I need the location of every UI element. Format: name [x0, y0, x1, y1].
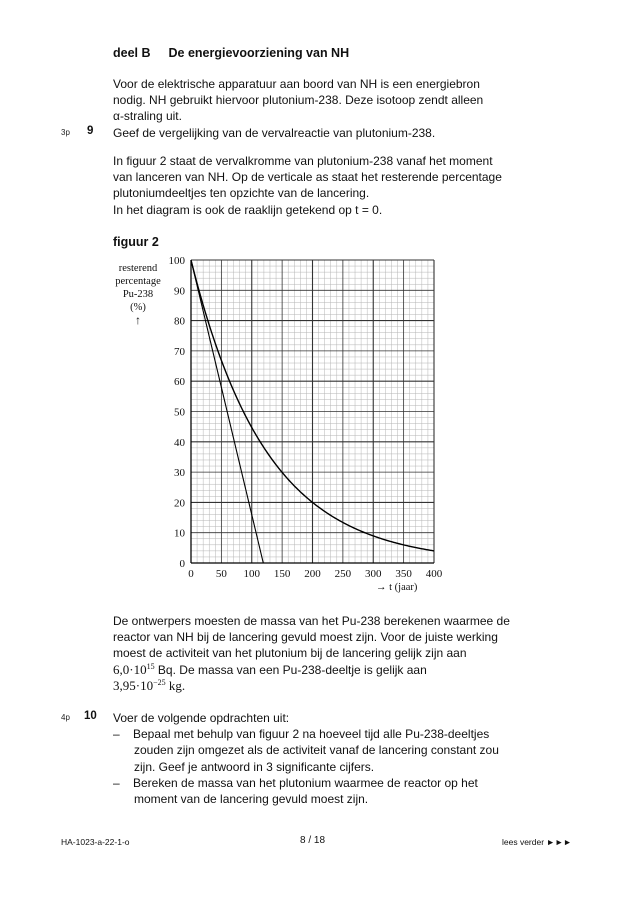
activity-exponent: 15 — [146, 661, 155, 671]
item-2-line: Bereken de massa van het plutonium waarmee de reactor op het — [133, 775, 478, 790]
x-tick-label: 200 — [304, 568, 321, 580]
activity-line — [113, 662, 573, 678]
item-2-line: moment van de lancering gevuld moest zijn. — [134, 792, 369, 807]
y-tick-label: 70 — [174, 345, 185, 358]
question-10-points: 4p — [61, 713, 70, 722]
mass-exponent: −25 — [153, 677, 166, 687]
intro-paragraph — [113, 76, 573, 125]
x-tick-label: 300 — [365, 568, 382, 580]
intro-line: Voor de elektrische apparatuur aan boord van NH is een energiebron — [113, 77, 480, 91]
footer-page: 8 / 18 — [300, 835, 326, 846]
y-tick-label: 50 — [174, 406, 185, 419]
y-tick-label: 80 — [174, 315, 185, 328]
figure-label: figuur 2 — [113, 235, 159, 249]
activity-unit: Bq. De massa van een Pu-238-deeltje is gelijk aan — [154, 662, 427, 677]
y-tick-label: 10 — [174, 527, 185, 540]
item-1-line: zouden zijn omgezet als de activiteit vanaf de lancering constant zou — [134, 743, 499, 758]
y-axis-label-line: (%) — [130, 302, 146, 313]
activity-line: moest de activiteit van het plutonium bij de lancering gelijk zijn aan — [113, 646, 467, 661]
activity-line: De ontwerpers moesten de massa van het Pu-238 berekenen waarmee de — [113, 614, 510, 628]
x-tick-label: 0 — [188, 568, 194, 580]
y-tick-label: 90 — [174, 285, 185, 298]
question-10-number: 10 — [84, 710, 97, 722]
y-tick-label: 60 — [174, 376, 185, 389]
figure-description — [113, 153, 573, 218]
y-tick-label: 100 — [168, 255, 185, 267]
section-heading — [113, 46, 349, 60]
question-10-intro: Voer de volgende opdrachten uit: — [113, 711, 290, 725]
intro-line: α-straling uit. — [113, 109, 182, 124]
bullet: – — [113, 775, 120, 790]
x-tick-label: 150 — [273, 568, 291, 580]
x-tick-label: 350 — [395, 568, 412, 580]
question-9-line: Geef de vergelijking van de vervalreactie van plutonium-238. — [113, 126, 436, 140]
x-axis-label: → t (jaar) — [376, 582, 418, 593]
y-axis-arrow: ↑ — [135, 313, 141, 327]
x-tick-label: 50 — [215, 568, 227, 580]
question-10-item-2 — [113, 775, 573, 791]
footer-next: lees verder ►►► — [502, 837, 572, 847]
x-tick-label: 400 — [425, 568, 443, 580]
y-axis-label-line: percentage — [115, 276, 161, 287]
question-9-points: 3p — [61, 128, 70, 137]
figure-text-line: van lanceren van NH. Op de verticale as staat het resterende percentage — [113, 170, 502, 185]
activity-line: reactor van NH bij de lancering gevuld moest zijn. Voor de juiste werking — [113, 630, 498, 645]
question-10-text — [113, 710, 573, 807]
item-1-line: Bepaal met behulp van figuur 2 na hoeveel tijd alle Pu-238-deeltjes — [133, 727, 490, 742]
y-tick-label: 30 — [174, 467, 185, 480]
section-title: De energievoorziening van NH — [168, 46, 350, 60]
question-10-item-1 — [113, 726, 573, 742]
mass-unit: kg. — [165, 677, 186, 693]
decay-chart — [150, 250, 460, 600]
y-tick-label: 40 — [174, 436, 185, 449]
figure-text-line: In het diagram is ook de raaklijn getekend op t = 0. — [113, 202, 383, 217]
question-9-text — [113, 125, 573, 141]
question-9-number: 9 — [87, 125, 94, 137]
activity-line — [113, 678, 573, 694]
y-axis-label-line: resterend — [118, 263, 158, 274]
footer-code: HA-1023-a-22-1-o — [61, 837, 130, 847]
mass-value: 3,95·10 — [113, 677, 154, 693]
y-axis-label-line: Pu-238 — [122, 289, 154, 300]
x-tick-label: 100 — [243, 568, 260, 580]
y-tick-label: 0 — [179, 558, 185, 570]
bullet: – — [113, 727, 120, 742]
x-tick-label: 250 — [334, 568, 352, 580]
intro-line: nodig. NH gebruikt hiervoor plutonium-238. Deze isotoop zendt alleen — [113, 93, 484, 108]
activity-value: 6,0·10 — [113, 661, 147, 677]
item-1-line: zijn. Geef je antwoord in 3 significante cijfers. — [134, 759, 375, 774]
figure-text-line: In figuur 2 staat de vervalkromme van plutonium-238 vanaf het moment — [113, 154, 493, 168]
activity-paragraph — [113, 613, 573, 694]
y-tick-label: 20 — [174, 497, 185, 510]
section-part: deel B — [113, 46, 151, 60]
figure-text-line: plutoniumdeeltjes ten opzichte van de lancering. — [113, 186, 370, 201]
